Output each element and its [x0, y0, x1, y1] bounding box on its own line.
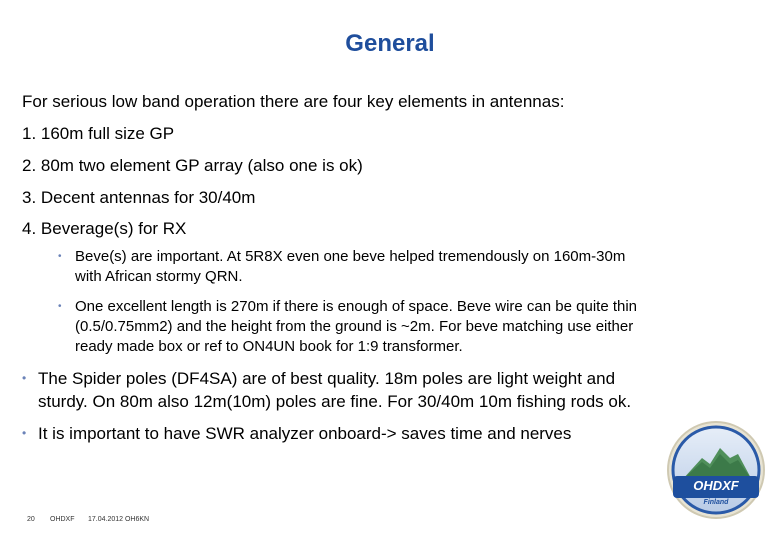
- sub-bullet-line: One excellent length is 270m if there is enough of space. Beve wire can be quite thin: [75, 298, 638, 315]
- sub-bullet-beverage-importance: [58, 247, 758, 287]
- bullet-icon: •: [58, 301, 62, 312]
- logo-text: OHDXF: [693, 478, 739, 493]
- sub-bullet-line: (0.5/0.75mm2) and the height from the ground is ~2m. For beve matching use either: [75, 318, 634, 335]
- numbered-item-3: 3. Decent antennas for 30/40m: [22, 188, 256, 207]
- bullet-icon: •: [22, 426, 27, 440]
- bullet-line: The Spider poles (DF4SA) are of best quality. 18m poles are light weight and: [38, 369, 616, 388]
- sub-bullet-line: ready made box or ref to ON4UN book for 1:9 transformer.: [75, 338, 463, 355]
- bullet-spider-poles: [20, 367, 750, 413]
- bullet-icon: •: [58, 251, 62, 262]
- footer-date: 17.04.2012 OH6KN: [88, 516, 150, 523]
- numbered-item-2: 2. 80m two element GP array (also one is ok): [22, 156, 363, 175]
- numbered-item-4: 4. Beverage(s) for RX: [22, 219, 187, 238]
- bullet-line: sturdy. On 80m also 12m(10m) poles are fine. For 30/40m 10m fishing rods ok.: [38, 392, 632, 411]
- sub-bullet-beverage-length: [58, 297, 758, 357]
- numbered-item-1: 1. 160m full size GP: [22, 124, 175, 143]
- bullet-icon: •: [22, 371, 27, 385]
- ohdxf-logo: [664, 418, 768, 522]
- logo-subtext: Finland: [703, 499, 729, 506]
- bullet-line: It is important to have SWR analyzer onboard-> saves time and nerves: [38, 424, 572, 443]
- footer-page-number: 20: [27, 516, 35, 523]
- footer-org: OHDXF: [50, 516, 75, 523]
- intro-text: For serious low band operation there are four key elements in antennas:: [22, 92, 565, 111]
- slide-title: General: [345, 30, 435, 57]
- sub-bullet-line: with African stormy QRN.: [75, 268, 243, 285]
- bullet-swr-analyzer: [20, 422, 750, 445]
- sub-bullet-line: Beve(s) are important. At 5R8X even one beve helped tremendously on 160m-30m: [75, 248, 626, 265]
